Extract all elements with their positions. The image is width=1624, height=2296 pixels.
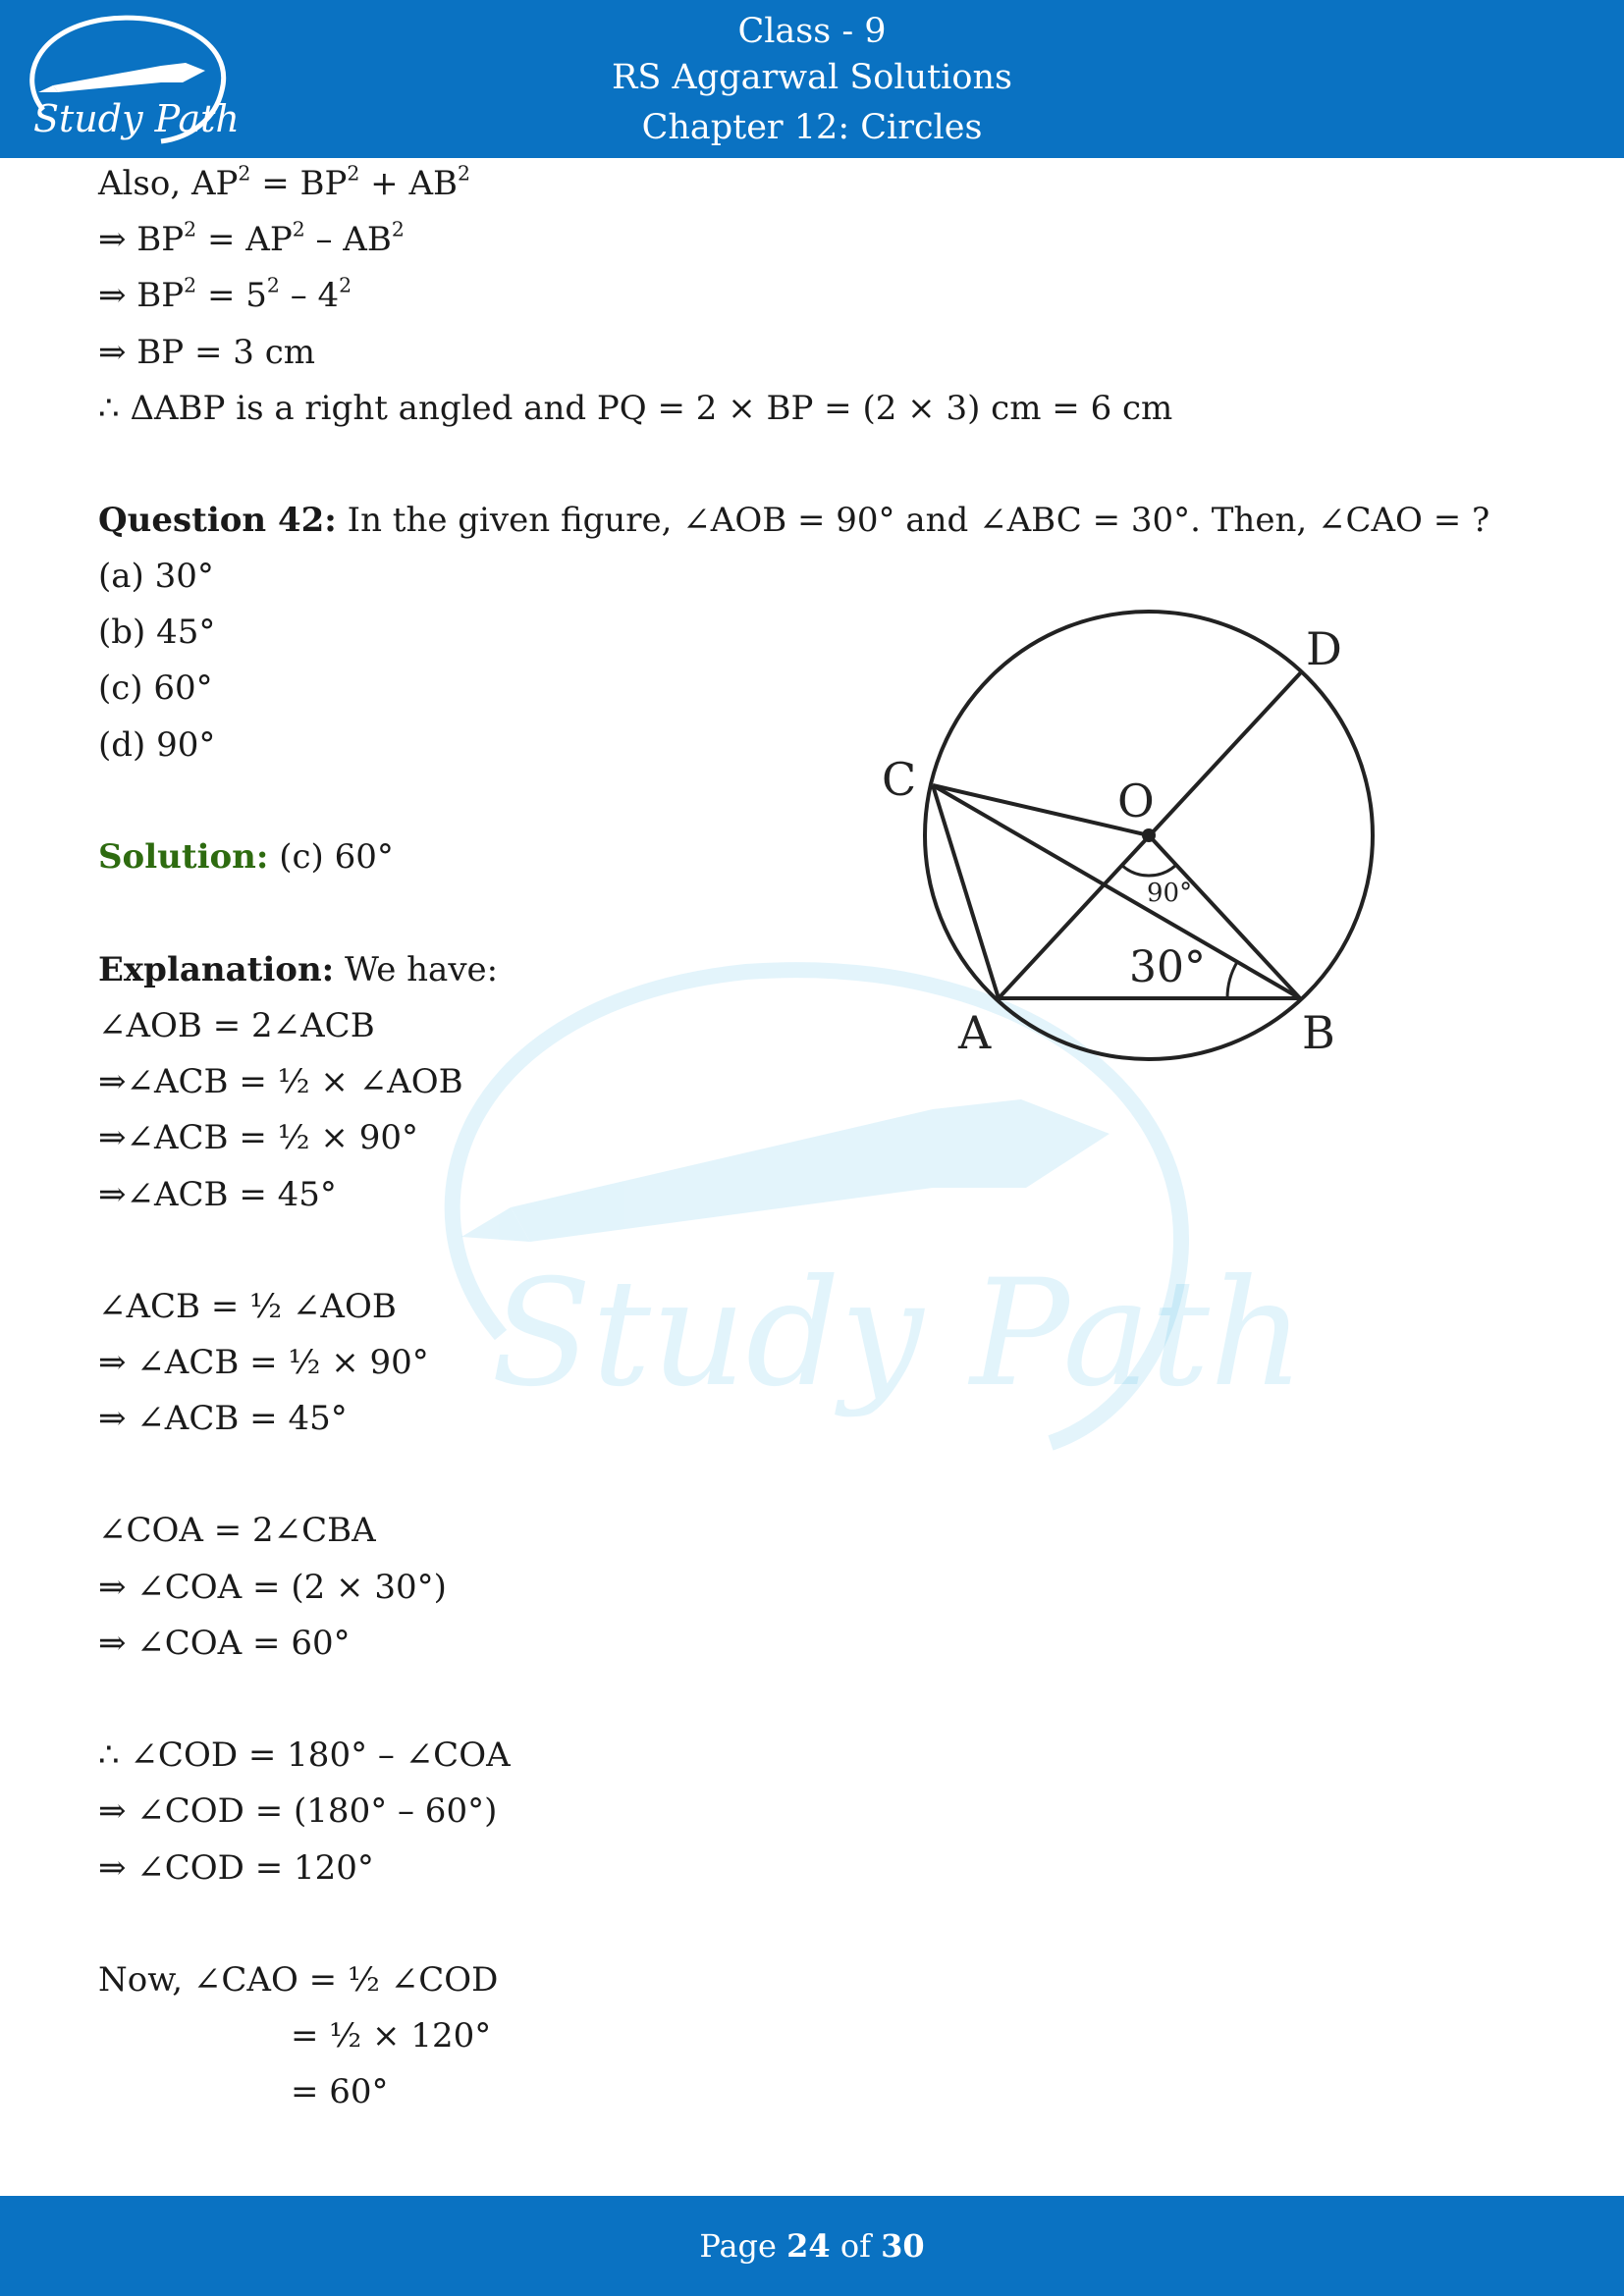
prev-line-3: ⇒ $BP^2 = 5^2 - 4^2$ (98, 273, 352, 315)
step-line: ⇒ ∠COD = 120° (98, 1848, 374, 1888)
prev-line-4: ⇒ BP = 3 cm (98, 333, 315, 372)
step-line: ⇒ ∠COD = (180° – 60°) (98, 1791, 498, 1831)
option-b: (b) 45° (98, 613, 216, 652)
step-line: ⇒ ∠COA = 60° (98, 1624, 351, 1663)
question-text: In the given figure, ∠AOB = 90° and ∠ABC = 30°. Then, ∠CAO = ? (336, 501, 1490, 540)
label-c: C (882, 753, 917, 806)
prev-line-5: ∴ ΔABP is a right angled and PQ = 2 × BP = (2 × 3) cm = 6 cm (98, 389, 1173, 428)
step-line: = 60° (291, 2072, 389, 2111)
of-word: of (830, 2227, 882, 2265)
option-a: (a) 30° (98, 557, 214, 596)
solution-line (98, 835, 394, 879)
explanation-line (98, 948, 498, 991)
header-book: RS Aggarwal Solutions (612, 58, 1012, 97)
label-b: B (1302, 1006, 1335, 1059)
prev-line-2: ⇒ $BP^2 = AP^2 - AB^2$ (98, 217, 405, 259)
page-header (0, 0, 1624, 158)
page-footer (0, 2196, 1624, 2296)
step-line: ∠AOB = 2∠ACB (98, 1006, 375, 1045)
step-line: = ½ × 120° (291, 2016, 492, 2056)
angle-label-abc: 30° (1129, 942, 1206, 992)
header-class: Class - 9 (737, 12, 887, 51)
explanation-intro: We have: (334, 950, 499, 989)
header-chapter: Chapter 12: Circles (641, 108, 983, 147)
label-a: A (958, 1006, 992, 1059)
option-c: (c) 60° (98, 668, 213, 708)
segment-co (933, 785, 1149, 835)
step-line: ⇒ ∠ACB = ½ × 90° (98, 1343, 429, 1382)
prev-line-1: Also, $AP^2 = BP^2 + AB^2$ (98, 161, 470, 203)
svg-text:Study Path: Study Path (491, 1249, 1305, 1419)
option-d: (d) 90° (98, 725, 216, 765)
step-line: Now, ∠CAO = ½ ∠COD (98, 1960, 499, 2000)
step-line: ∠ACB = ½ ∠AOB (98, 1287, 397, 1326)
solution-label: Solution: (98, 837, 269, 877)
step-line: ∴ ∠COD = 180° – ∠COA (98, 1735, 511, 1775)
label-d: D (1306, 622, 1342, 675)
question-line (98, 499, 1489, 542)
step-line: ⇒∠ACB = ½ × 90° (98, 1118, 418, 1157)
angle-arc-aob (1121, 865, 1176, 876)
page-total: 30 (881, 2227, 925, 2265)
page-number: 24 (786, 2227, 831, 2265)
step-line: ⇒∠ACB = ½ × ∠AOB (98, 1062, 463, 1101)
question-label: Question 42: (98, 501, 337, 540)
step-line: ⇒∠ACB = 45° (98, 1175, 337, 1214)
center-dot (1142, 828, 1156, 842)
angle-arc-abc (1227, 962, 1237, 998)
svg-text:Study Path: Study Path (33, 97, 240, 140)
circle-figure (864, 589, 1394, 1080)
step-line: ⇒ ∠COA = (2 × 30°) (98, 1568, 447, 1607)
explanation-label: Explanation: (98, 950, 335, 989)
angle-label-aob: 90° (1147, 879, 1193, 908)
step-line: ⇒ ∠ACB = 45° (98, 1399, 348, 1438)
page-word: Page (699, 2227, 787, 2265)
solution-answer: (c) 60° (268, 837, 394, 877)
label-o: O (1117, 774, 1155, 828)
step-line: ∠COA = 2∠CBA (98, 1511, 376, 1550)
